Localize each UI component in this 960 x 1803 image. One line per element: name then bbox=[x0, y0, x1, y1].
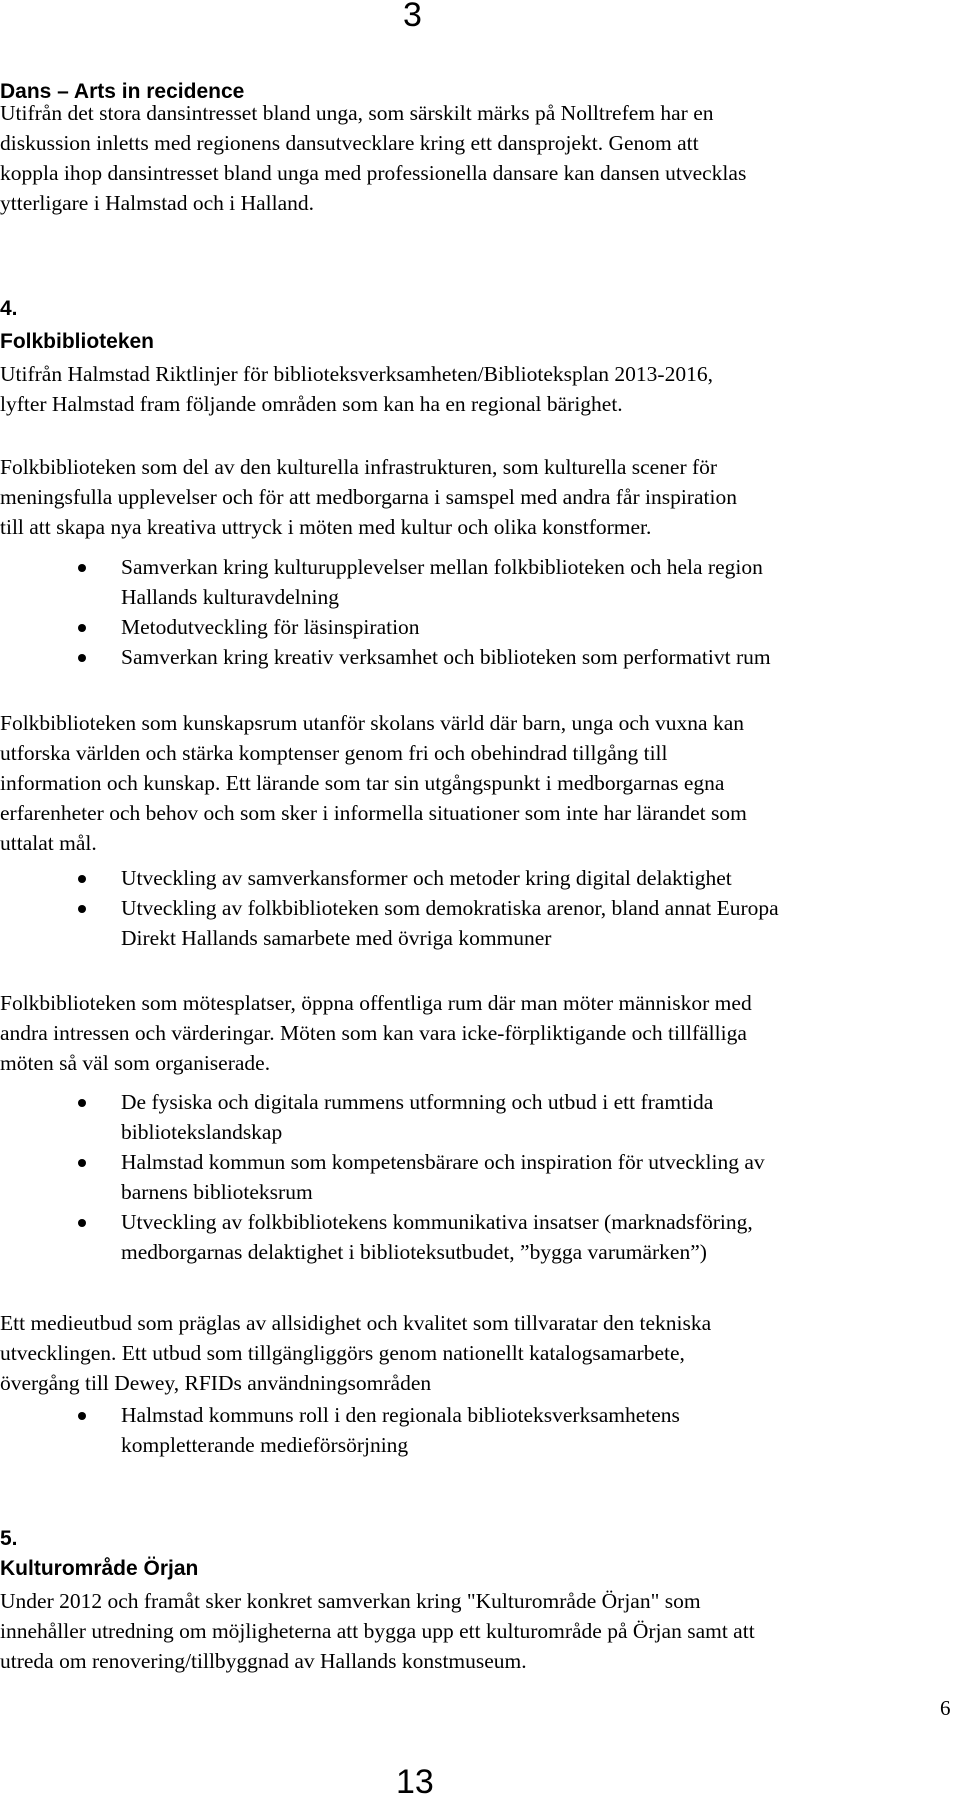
bullet-icon bbox=[78, 1219, 86, 1227]
list-item bbox=[0, 863, 955, 893]
text-line: ytterligare i Halmstad och i Halland. bbox=[0, 191, 315, 215]
outer-page-number: 13 bbox=[396, 1763, 434, 1801]
bullet-list-1 bbox=[0, 552, 955, 672]
list-item-line: bibliotekslandskap bbox=[121, 1120, 283, 1144]
text-line: diskussion inletts med regionens dansutvecklare kring ett dansprojekt. Genom att bbox=[0, 131, 699, 155]
list-item-line: Utveckling av folkbibliotekens kommunikativa insatser (marknadsföring, bbox=[121, 1210, 753, 1234]
page-number-top: 3 bbox=[403, 0, 422, 34]
text-line: koppla ihop dansintresset bland unga med professionella dansare kan dansen utvecklas bbox=[0, 161, 747, 185]
inner-page-number: 6 bbox=[940, 1696, 951, 1720]
text-line: Ett medieutbud som präglas av allsidighet och kvalitet som tillvaratar den tekniska bbox=[0, 1311, 712, 1335]
section4-paragraph-1 bbox=[0, 452, 955, 542]
bullet-icon bbox=[78, 1159, 86, 1167]
section-title-folkbiblioteken: Folkbiblioteken bbox=[0, 330, 155, 353]
bullet-icon bbox=[78, 875, 86, 883]
section-title-kulturomrade-orjan: Kulturområde Örjan bbox=[0, 1557, 199, 1580]
list-item bbox=[0, 1400, 955, 1460]
section4-intro bbox=[0, 359, 955, 419]
text-line: Under 2012 och framåt sker konkret samverkan kring "Kulturområde Örjan" som bbox=[0, 1589, 701, 1613]
text-line: möten så väl som organiserade. bbox=[0, 1051, 271, 1075]
text-line: information och kunskap. Ett lärande som tar sin utgångspunkt i medborgarnas egna bbox=[0, 771, 725, 795]
bullet-icon bbox=[78, 1099, 86, 1107]
section5-paragraph bbox=[0, 1586, 955, 1676]
text-line: meningsfulla upplevelser och för att medborgarna i samspel med andra får inspiration bbox=[0, 485, 737, 509]
text-line: Utifrån det stora dansintresset bland unga, som särskilt märks på Nolltrefem har en bbox=[0, 101, 714, 125]
list-item bbox=[0, 1147, 955, 1207]
list-item-line: De fysiska och digitala rummens utformning och utbud i ett framtida bbox=[121, 1090, 714, 1114]
text-line: övergång till Dewey, RFIDs användningsområden bbox=[0, 1371, 432, 1395]
bullet-icon bbox=[78, 905, 86, 913]
list-item bbox=[0, 1087, 955, 1147]
text-line: andra intressen och värderingar. Möten som kan vara icke-förpliktigande och tillfälliga bbox=[0, 1021, 747, 1045]
text-line: Folkbiblioteken som del av den kulturella infrastrukturen, som kulturella scener för bbox=[0, 455, 718, 479]
list-item-line: Hallands kulturavdelning bbox=[121, 585, 339, 609]
list-item-line: Halmstad kommuns roll i den regionala biblioteksverksamhetens bbox=[121, 1403, 680, 1427]
bullet-icon bbox=[78, 564, 86, 572]
list-item-line: Utveckling av samverkansformer och metoder kring digital delaktighet bbox=[121, 866, 732, 890]
text-line: Folkbiblioteken som kunskapsrum utanför skolans värld där barn, unga och vuxna kan bbox=[0, 711, 744, 735]
list-item-line: medborgarnas delaktighet i biblioteksutbudet, ”bygga varumärken”) bbox=[121, 1240, 707, 1264]
text-line: till att skapa nya kreativa uttryck i möten med kultur och olika konstformer. bbox=[0, 515, 652, 539]
text-line: utvecklingen. Ett utbud som tillgängliggörs genom nationellt katalogsamarbete, bbox=[0, 1341, 685, 1365]
list-item-line: Samverkan kring kulturupplevelser mellan folkbiblioteken och hela region bbox=[121, 555, 763, 579]
section-title-dans: Dans – Arts in recidence bbox=[0, 80, 245, 103]
bullet-list-3 bbox=[0, 1087, 955, 1267]
list-item bbox=[0, 552, 955, 612]
bullet-list-4 bbox=[0, 1400, 955, 1460]
text-line: utreda om renovering/tillbyggnad av Hallands konstmuseum. bbox=[0, 1649, 527, 1673]
list-item-line: barnens biblioteksrum bbox=[121, 1180, 313, 1204]
text-line: Utifrån Halmstad Riktlinjer för biblioteksverksamheten/Biblioteksplan 2013-2016, bbox=[0, 362, 713, 386]
text-line: innehåller utredning om möjligheterna att bygga upp ett kulturområde på Örjan samt att bbox=[0, 1619, 755, 1643]
text-line: erfarenheter och behov och som sker i informella situationer som inte har lärandet som bbox=[0, 801, 747, 825]
list-item-line: Halmstad kommun som kompetensbärare och inspiration för utveckling av bbox=[121, 1150, 765, 1174]
list-item-line: Samverkan kring kreativ verksamhet och biblioteken som performativt rum bbox=[121, 645, 771, 669]
list-item-line: kompletterande medieförsörjning bbox=[121, 1433, 409, 1457]
dans-paragraph bbox=[0, 98, 955, 218]
list-item bbox=[0, 1207, 955, 1267]
list-item bbox=[0, 893, 955, 953]
section-number-4: 4. bbox=[0, 297, 18, 320]
text-line: lyfter Halmstad fram följande områden som kan ha en regional bärighet. bbox=[0, 392, 623, 416]
list-item-line: Direkt Hallands samarbete med övriga kommuner bbox=[121, 926, 552, 950]
section-number-5: 5. bbox=[0, 1527, 18, 1550]
list-item-line: Metodutveckling för läsinspiration bbox=[121, 615, 420, 639]
list-item bbox=[0, 642, 955, 672]
bullet-list-2 bbox=[0, 863, 955, 953]
section4-paragraph-4 bbox=[0, 1308, 955, 1398]
section4-paragraph-2 bbox=[0, 708, 955, 858]
section4-paragraph-3 bbox=[0, 988, 955, 1078]
bullet-icon bbox=[78, 654, 86, 662]
bullet-icon bbox=[78, 624, 86, 632]
text-line: Folkbiblioteken som mötesplatser, öppna offentliga rum där man möter människor med bbox=[0, 991, 752, 1015]
bullet-icon bbox=[78, 1412, 86, 1420]
list-item bbox=[0, 612, 955, 642]
text-line: utforska världen och stärka komptenser genom fri och obehindrad tillgång till bbox=[0, 741, 668, 765]
text-line: uttalat mål. bbox=[0, 831, 97, 855]
list-item-line: Utveckling av folkbiblioteken som demokratiska arenor, bland annat Europa bbox=[121, 896, 779, 920]
